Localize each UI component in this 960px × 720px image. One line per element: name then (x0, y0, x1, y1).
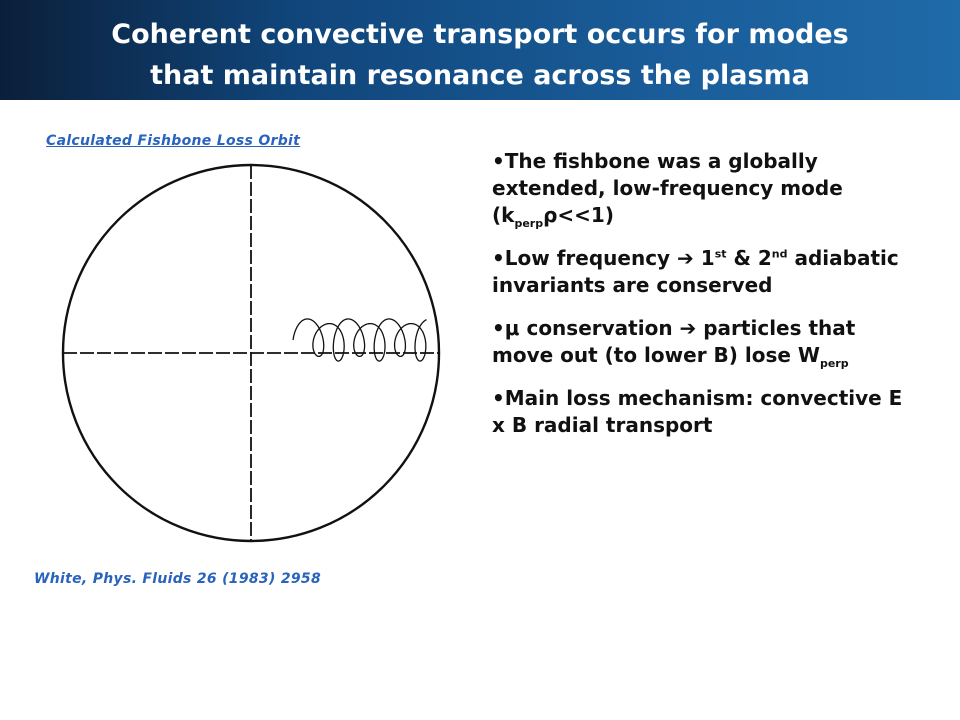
bullet-list (492, 148, 922, 455)
title-bar (0, 0, 960, 100)
particle-orbit-trace (293, 319, 427, 361)
superscript-nd: nd (771, 247, 788, 261)
superscript-st: st (714, 247, 727, 261)
bullet-item-global-mode (492, 148, 922, 229)
bullet-text: •Low frequency ➔ 1 (492, 246, 715, 270)
bullet-item-loss-mechanism (492, 385, 922, 439)
bullet-text: & 2 (726, 246, 772, 270)
fishbone-loss-orbit-diagram (55, 155, 450, 555)
bullet-text: ρ<<1) (543, 203, 614, 227)
slide-title-line-2: that maintain resonance across the plasma (150, 60, 810, 91)
subscript-perp: perp (514, 217, 544, 230)
bullet-text: •μ conservation ➔ particles that move out (to lower B) lose W (492, 316, 856, 367)
bullet-item-mu-conservation (492, 315, 922, 369)
figure-caption: Calculated Fishbone Loss Orbit (46, 133, 301, 149)
bullet-text: •The fishbone was a globally extended, low-frequency mode (k (492, 149, 843, 227)
bullet-text: •Main loss mechanism: convective E x B radial transport (492, 386, 903, 437)
subscript-perp: perp (819, 357, 849, 370)
figure-citation: White, Phys. Fluids 26 (1983) 2958 (34, 571, 321, 587)
slide-title-line-1: Coherent convective transport occurs for modes (111, 19, 849, 50)
bullet-text: adiabatic invariants are conserved (492, 246, 899, 297)
bullet-item-adiabatic-invariants (492, 245, 922, 299)
